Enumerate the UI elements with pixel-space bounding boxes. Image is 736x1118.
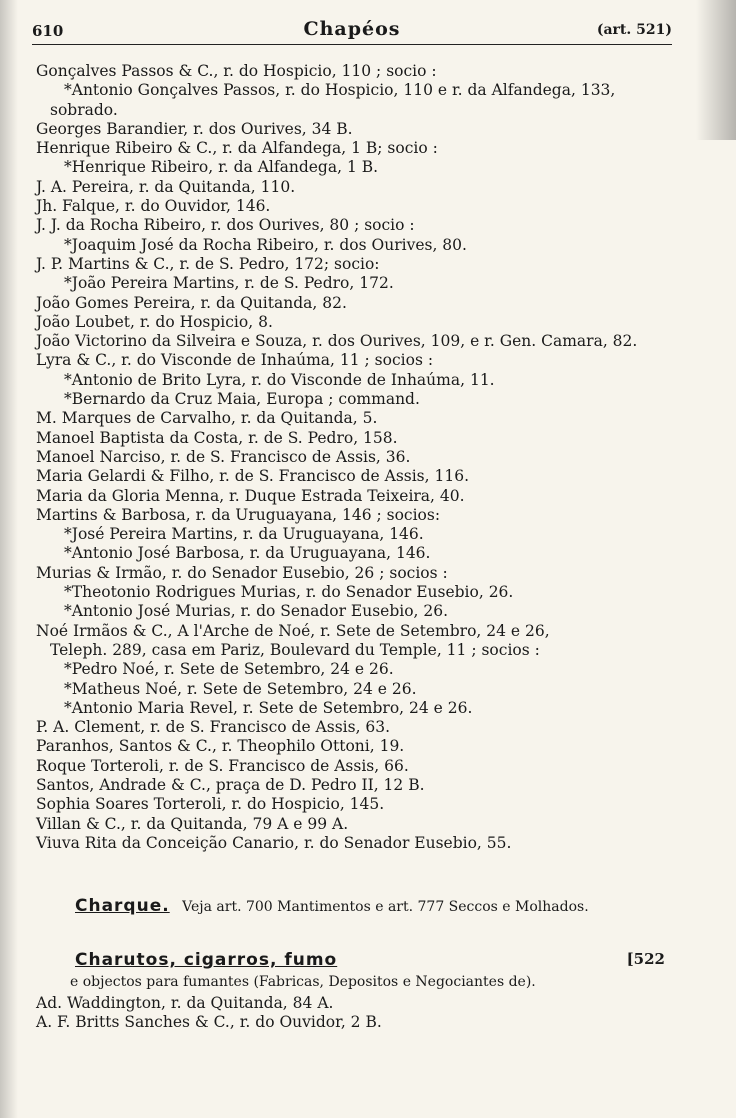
page-header — [32, 18, 672, 45]
charutos-entries — [36, 994, 382, 1033]
directory-entry: J. J. da Rocha Ribeiro, r. dos Ourives, 80 ; socio : — [36, 216, 415, 235]
directory-entry: *Antonio José Barbosa, r. da Uruguayana, 146. — [64, 544, 431, 563]
directory-entry: J. P. Martins & C., r. de S. Pedro, 172; socio: — [36, 254, 380, 273]
directory-entry: Lyra & C., r. do Visconde de Inhaúma, 11 ; socios : — [36, 351, 434, 370]
directory-entry: M. Marques de Carvalho, r. da Quitanda, 5. — [36, 409, 378, 428]
directory-entry: Sophia Soares Torteroli, r. do Hospicio, 145. — [36, 795, 385, 814]
directory-entry: *Theotonio Rodrigues Murias, r. do Senador Eusebio, 26. — [64, 583, 514, 602]
directory-entry: *Henrique Ribeiro, r. da Alfandega, 1 B. — [64, 158, 379, 177]
directory-entry: Villan & C., r. da Quitanda, 79 A e 99 A. — [36, 814, 349, 833]
section-text-charque: Veja art. 700 Mantimentos e art. 777 Seccos e Molhados. — [182, 899, 589, 915]
scan-corner-shadow — [696, 0, 736, 140]
directory-entry: P. A. Clement, r. de S. Francisco de Assis, 63. — [36, 718, 391, 737]
directory-entry: Martins & Barbosa, r. da Uruguayana, 146 ; socios: — [36, 505, 441, 524]
directory-entry: João Victorino da Silveira e Souza, r. dos Ourives, 109, e r. Gen. Camara, 82. — [36, 332, 638, 351]
directory-entry: Maria Gelardi & Filho, r. de S. Francisco de Assis, 116. — [36, 467, 470, 486]
section-number-charutos: [522 — [626, 950, 665, 968]
directory-entry: Paranhos, Santos & C., r. Theophilo Ottoni, 19. — [36, 737, 405, 756]
directory-entries — [36, 62, 686, 853]
directory-entry: *Pedro Noé, r. Sete de Setembro, 24 e 26. — [64, 660, 394, 679]
directory-entry: Georges Barandier, r. dos Ourives, 34 B. — [36, 119, 353, 138]
directory-entry: A. F. Britts Sanches & C., r. do Ouvidor, 2 B. — [36, 1013, 382, 1032]
directory-entry: *Joaquim José da Rocha Ribeiro, r. dos Ourives, 80. — [64, 235, 467, 254]
directory-entry: Roque Torteroli, r. de S. Francisco de Assis, 66. — [36, 756, 409, 775]
directory-entry: *Antonio de Brito Lyra, r. do Visconde de Inhaúma, 11. — [64, 370, 495, 389]
directory-entry: João Loubet, r. do Hospicio, 8. — [36, 312, 273, 331]
directory-entry: *Bernardo da Cruz Maia, Europa ; command. — [64, 390, 420, 409]
section-title-charque: Charque. — [75, 896, 170, 916]
directory-entry: Gonçalves Passos & C., r. do Hospicio, 110 ; socio : — [36, 62, 437, 80]
directory-entry: Henrique Ribeiro & C., r. da Alfandega, 1 B; socio : — [36, 139, 438, 158]
section-charutos — [75, 950, 675, 970]
directory-entry: *Matheus Noé, r. Sete de Setembro, 24 e 26. — [64, 679, 417, 698]
directory-entry: *Antonio Gonçalves Passos, r. do Hospicio, 110 e r. da Alfandega, 133, — [64, 81, 616, 100]
directory-entry: Manoel Narciso, r. de S. Francisco de Assis, 36. — [36, 447, 411, 466]
directory-entry: Santos, Andrade & C., praça de D. Pedro II, 12 B. — [36, 775, 425, 794]
section-title-charutos: Charutos, cigarros, fumo — [75, 950, 338, 970]
directory-entry: *Antonio Maria Revel, r. Sete de Setembro, 24 e 26. — [64, 698, 473, 717]
article-reference: (art. 521) — [596, 22, 672, 38]
section-charque — [75, 896, 675, 916]
directory-entry: Murias & Irmão, r. do Senador Eusebio, 26 ; socios : — [36, 563, 448, 582]
directory-entry: Noé Irmãos & C., A l'Arche de Noé, r. Sete de Setembro, 24 e 26, — [36, 621, 550, 640]
page-title: Chapéos — [303, 18, 401, 40]
directory-entry: Viuva Rita da Conceição Canario, r. do Senador Eusebio, 55. — [36, 833, 512, 852]
scan-edge-shadow — [0, 0, 18, 1118]
directory-entry: Maria da Gloria Menna, r. Duque Estrada Teixeira, 40. — [36, 486, 465, 505]
directory-entry: Manoel Baptista da Costa, r. de S. Pedro, 158. — [36, 428, 398, 447]
directory-entry: Teleph. 289, casa em Pariz, Boulevard du Temple, 11 ; socios : — [50, 640, 540, 659]
directory-entry: J. A. Pereira, r. da Quitanda, 110. — [36, 177, 296, 196]
page-number: 610 — [32, 22, 64, 40]
directory-entry: Jh. Falque, r. do Ouvidor, 146. — [36, 197, 271, 216]
section-description-charutos: e objectos para fumantes (Fabricas, Depositos e Negociantes de). — [70, 974, 536, 990]
directory-entry: João Gomes Pereira, r. da Quitanda, 82. — [36, 293, 347, 312]
directory-entry: *José Pereira Martins, r. da Uruguayana, 146. — [64, 525, 424, 544]
directory-entry: sobrado. — [50, 100, 118, 119]
directory-entry: *Antonio José Murias, r. do Senador Eusebio, 26. — [64, 602, 449, 621]
directory-entry: *João Pereira Martins, r. de S. Pedro, 172. — [64, 274, 394, 293]
directory-entry: Ad. Waddington, r. da Quitanda, 84 A. — [36, 994, 334, 1012]
